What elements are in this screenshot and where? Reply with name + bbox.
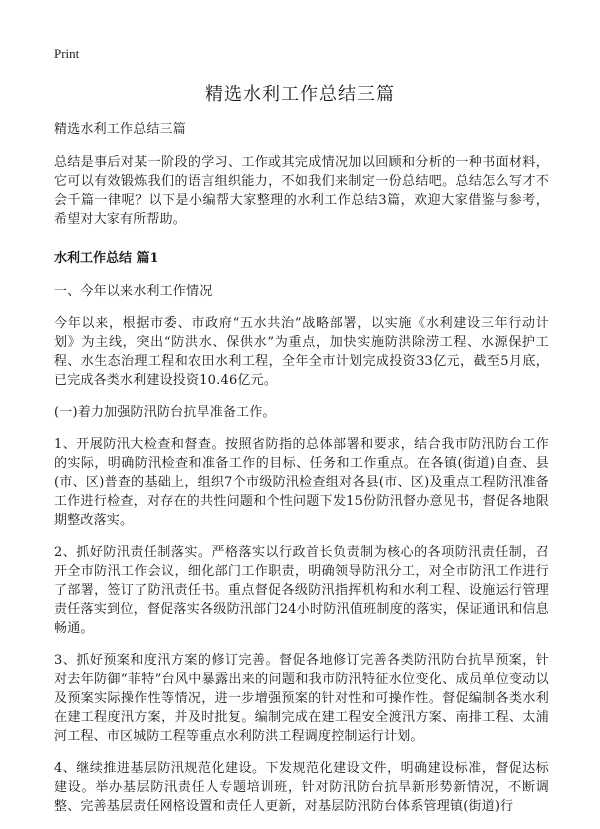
- paragraph-4: 2、抓好防汛责任制落实。严格落实以行政首长负责制为核心的各项防汛责任制，召开全市防汛工作会议，细化部门工作职责，明确领导防汛分工，对全市防汛工作进行了部署，签订了防汛责任书。重点督促各级防汛指挥机构和水利工程、设施运行管理责任落实到位，督促落实各级防汛部门24小时防汛值班制度的落实，保证通讯和信息畅通。: [54, 545, 549, 636]
- paragraph-1: 今年以来，根据市委、市政府“五水共治”战略部署，以实施《水利建设三年行动计划》为主线，突出“防洪水、保供水”为重点，加快实施防洪除涝工程、水源保护工程、水生态治理工程和农田水利工程，全年全市计划完成投资33亿元，截至5月底，已完成各类水利建设投资10.46亿元。: [54, 316, 549, 388]
- paragraph-3: 1、开展防汛大检查和督查。按照省防指的总体部署和要求，结合我市防汛防台工作的实际，明确防汛检查和准备工作的目标、任务和工作重点。在各镇(街道)自查、县(市、区)普查的基础上，组织7个市级防汛检查组对各县(市、区)及重点工程防汛准备工作进行检查，对存在的共性问题和个性问题下发15份防汛督办意见书，督促各地限期整改落实。: [54, 437, 549, 528]
- section-subheading-1: 一、今年以来水利工作情况: [54, 284, 213, 299]
- document-body: [54, 120, 549, 829]
- paragraph-2: (一)着力加强防汛防台抗旱准备工作。: [54, 405, 276, 420]
- document-title: 精选水利工作总结三篇: [205, 84, 395, 105]
- intro-paragraph: 总结是事后对某一阶段的学习、工作或其完成情况加以回顾和分析的一种书面材料，它可以有效锻炼我们的语言组织能力，不如我们来制定一份总结吧。总结怎么写才不会千篇一律呢？以下是小编帮大家整理的水利工作总结3篇，欢迎大家借鉴与参考，希望对大家有所帮助。: [54, 155, 549, 227]
- paragraph-5: 3、抓好预案和度汛方案的修订完善。督促各地修订完善各类防汛防台抗旱预案，针对去年防御“菲特”台风中暴露出来的问题和我市防汛特征水位变化、成员单位变动以及预案实际操作性等情况，进一步增强预案的针对性和可操作性。督促编制各类水利在建工程度汛方案，并及时批复。编制完成在建工程安全渡汛方案、南排工程、太浦河工程、市区城防工程等重点水利防洪工程调度控制运行计划。: [54, 653, 549, 744]
- section-heading-1: 水利工作总结 篇1: [54, 251, 159, 266]
- print-link[interactable]: Print: [54, 46, 80, 61]
- document-subtitle: 精选水利工作总结三篇: [54, 122, 187, 137]
- paragraph-6: 4、继续推进基层防汛规范化建设。下发规范化建设文件，明确建设标准，督促达标建设。举办基层防汛责任人专题培训班，针对防汛防台抗旱新形势新情况，不断调整、完善基层责任网格设置和责任人更新，对基层防汛防台体系管理镇(街道)行: [54, 761, 549, 814]
